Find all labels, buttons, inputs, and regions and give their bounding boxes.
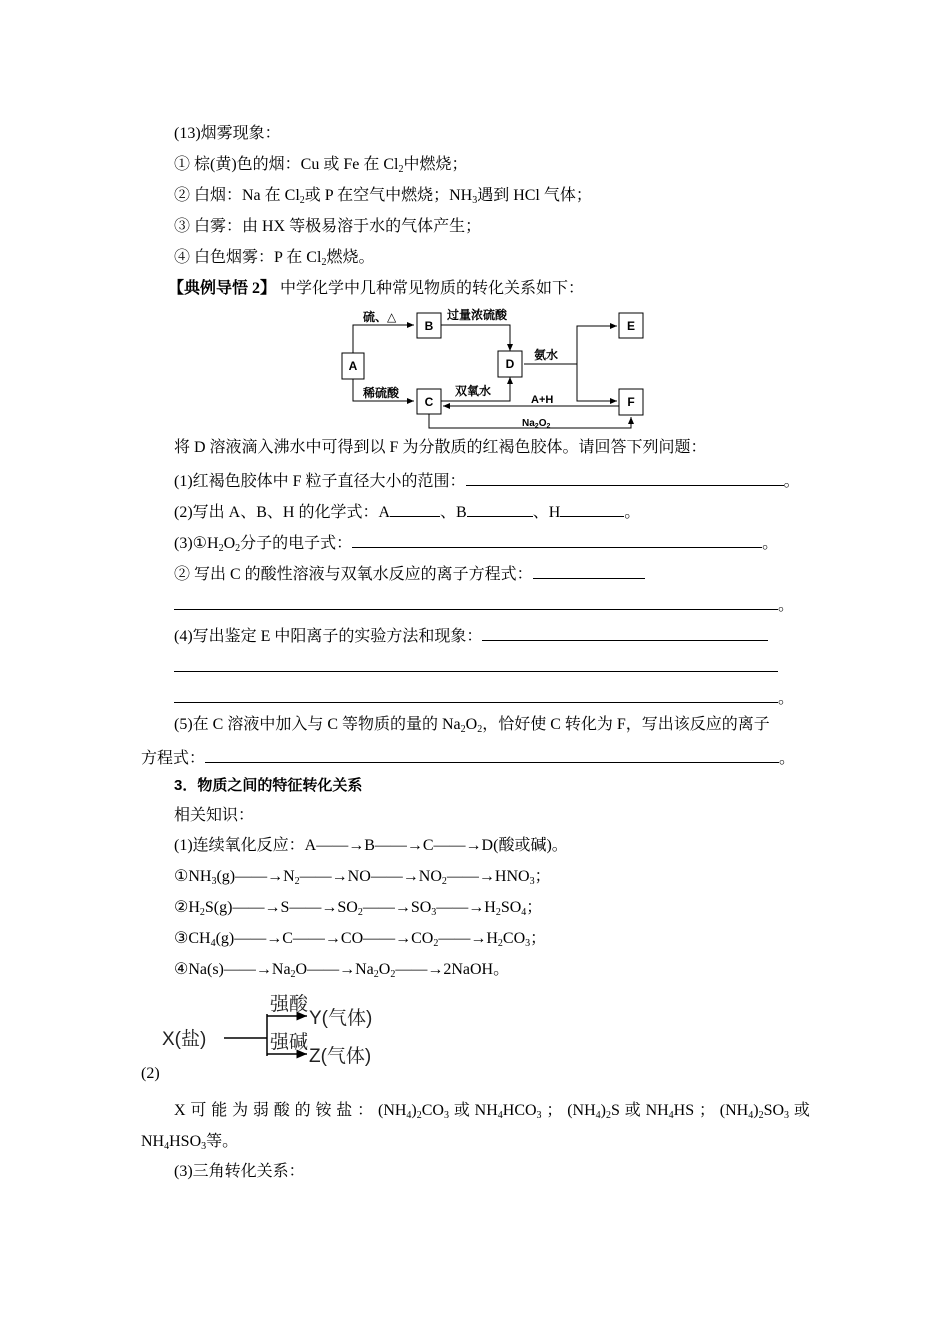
answer-blank-3-2a[interactable] [533,562,645,579]
label-c-f: $Na_2O_2$ [522,418,551,430]
node-b: B [424,319,434,333]
answer-blank-b[interactable] [467,500,533,517]
label-d-ef: 氨水 [534,348,559,362]
question-4-line-3: 。 [174,686,794,709]
label-f-c: A+H [531,394,554,406]
arrow-b-d [441,325,510,351]
salt-diagram [160,990,400,1072]
label-a-b: 硫、△ [363,310,397,324]
answer-blank-a[interactable] [390,500,440,517]
question-5: (5)在 C 溶液中加入与 C 等物质的量的 $Na_2O_2$，恰好使 C 转化为 F，写出该反应的离子 [174,716,770,735]
chain-2: $②H_2S(g)——\to S——\to SO_2——\to SO_3——\to H_2SO_4$； [174,899,543,918]
label-c-d: 双氧水 [455,384,492,398]
node-c: C [424,395,434,409]
question-5-line-2: 方程式： 。 [141,746,795,769]
formula-nh4-2co3: $(NH_4)_2CO_3$ [377,1102,449,1121]
answer-blank-1[interactable] [466,469,784,486]
question-3-2-line: 。 [174,593,794,616]
answer-blank-3-2b[interactable] [174,593,778,610]
question-1: (1)红褐色胶体中 F 粒子直径大小的范围： 。 [174,469,800,492]
chain-oxidation-intro: (1)连续氧化反应：A——→B——→C——→D(酸或碱)。 [174,837,568,854]
chain-3: $③CH_4(g)——\to C——\to CO——\to CO_2——\to H_2CO_3$； [174,930,547,949]
answer-blank-4c[interactable] [174,686,778,703]
label-strong-acid: 强酸 [270,994,309,1015]
triangle-relation-heading: (3)三角转化关系： [174,1163,305,1180]
gas-y: Y(气体) [309,1008,373,1029]
smoke-item-2: ② 白烟：Na 在 $Cl_2$或 P 在空气中燃烧；$NH_3$遇到 HCl 气体； [174,187,592,206]
node-d: D [505,357,515,371]
node-a: A [348,359,358,373]
answer-blank-3-1[interactable] [352,531,762,548]
salt-x: X(盐) [162,1029,207,1050]
question-2: (2)写出 A、B、H 的化学式：A 、B 、H 。 [174,500,640,523]
smoke-heading: (13)烟雾现象： [174,125,281,142]
salt-explanation-line-1: X 可 能 为 弱 酸 的 铵 盐 ： $(NH_4)_2CO_3$ 或 $NH_4HCO_3$ ； $(NH_4)_2S$ 或 $NH_4HS$ ； $(NH_4)_2SO_3$ 或 [174,1102,810,1121]
smoke-item-1: ① 棕(黄)色的烟：Cu 或 Fe 在 $Cl_2$中燃烧； [174,156,468,175]
label-b-d: 过量浓硫酸 [447,308,508,322]
smoke-item-4: ④ 白色烟雾：P 在 $Cl_2$燃烧。 [174,249,375,268]
figure-2-label: (2) [141,1065,160,1082]
answer-blank-4b[interactable] [174,655,778,672]
example-intro: 【典例导悟 2】 中学化学中几种常见物质的转化关系如下： [168,280,585,297]
question-3-2: ② 写出 C 的酸性溶液与双氧水反应的离子方程式： [174,562,645,585]
reaction-diagram [335,305,655,435]
salt-explanation-line-2: $NH_4HSO_3$等。 [141,1133,239,1152]
chain-1: $①NH_3(g)——\to N_2——\to NO——\to NO_2——\to HNO_3$； [174,868,551,887]
chain-4: $④Na(s)——\to Na_2O——\to Na_2O_2——\to 2NaOH$。 [174,961,510,980]
gas-z: Z(气体) [309,1046,372,1067]
question-4: (4)写出鉴定 E 中阳离子的实验方法和现象： [174,624,768,647]
label-a-c: 稀硫酸 [363,386,400,400]
answer-blank-h[interactable] [560,500,624,517]
node-e: E [626,319,636,333]
label-strong-base: 强碱 [270,1032,309,1053]
smoke-item-3: ③ 白雾：由 HX 等极易溶于水的气体产生； [174,218,482,235]
answer-blank-5[interactable] [205,746,779,763]
arrow-a-b [353,325,414,353]
arrow-d-f [577,364,617,401]
node-f: F [627,395,635,409]
question-4-line-2 [174,655,778,678]
section-3-title: 3．物质之间的特征转化关系 [174,777,363,794]
answer-blank-4a[interactable] [482,624,768,641]
example-stem: 将 D 溶液滴入沸水中可得到以 F 为分散质的红褐色胶体。请回答下列问题： [174,439,707,456]
knowledge-label: 相关知识： [174,807,255,824]
question-3-1: $(3)①H_2O_2$分子的电子式： 。 [174,531,778,554]
